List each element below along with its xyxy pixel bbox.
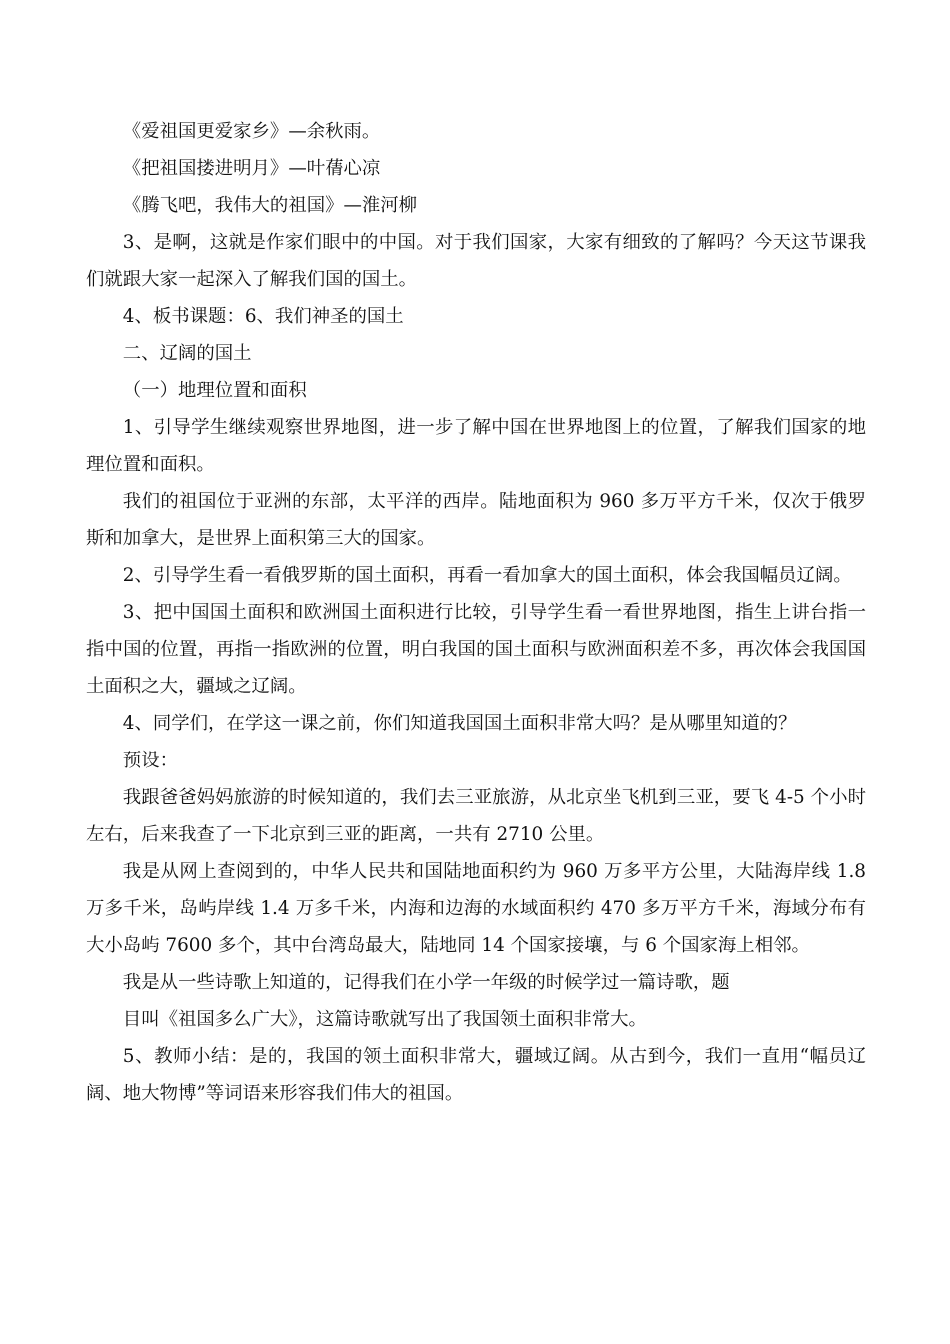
paragraph: 2、引导学生看一看俄罗斯的国土面积，再看一看加拿大的国土面积，体会我国幅员辽阔。	[122, 565, 852, 586]
paragraph: 4、同学们，在学这一课之前，你们知道我国国土面积非常大吗？是从哪里知道的？	[122, 713, 797, 734]
paragraph: 预设：	[122, 750, 178, 771]
paragraph: 《腾飞吧，我伟大的祖国》—淮河柳	[122, 195, 418, 216]
section-heading: 二、辽阔的国土	[122, 343, 252, 364]
paragraph: 《爱祖国更爱家乡》—余秋雨。	[122, 121, 381, 142]
paragraph: 我跟爸爸妈妈旅游的时候知道的，我们去三亚旅游，从北京坐飞机到三亚，要飞 4-5 个小时左右，后来我查了一下北京到三亚的距离，一共有 2710 公里。	[86, 787, 866, 845]
paragraph: 3、是啊，这就是作家们眼中的中国。对于我们国家，大家有细致的了解吗？今天这节课我们就跟大家一起深入了解我们国的国土。	[86, 232, 866, 290]
paragraph: 我是从网上查阅到的，中华人民共和国陆地面积约为 960 万多平方公里，大陆海岸线 1.8 万多千米，岛屿岸线 1.4 万多千米，内海和边海的水域面积约 470 多万平方千米，海域分布有大小岛屿 7600 多个，其中台湾岛最大，陆地同 14 个国家接壤，与 6 个国家海上相邻。	[86, 861, 866, 956]
document-body	[86, 113, 866, 1112]
paragraph: 我是从一些诗歌上知道的，记得我们在小学一年级的时候学过一篇诗歌，题	[122, 972, 730, 993]
paragraph: 3、把中国国土面积和欧洲国土面积进行比较，引导学生看一看世界地图，指生上讲台指一指中国的位置，再指一指欧洲的位置，明白我国的国土面积与欧洲面积差不多，再次体会我国国土面积之大，疆域之辽阔。	[86, 602, 866, 697]
subsection-heading: （一）地理位置和面积	[122, 380, 307, 401]
paragraph: 《把祖国搂进明月》—叶蒨心凉	[122, 158, 381, 179]
paragraph: 目叫《祖国多么广大》，这篇诗歌就写出了我国领土面积非常大。	[122, 1009, 647, 1030]
paragraph: 我们的祖国位于亚洲的东部，太平洋的西岸。陆地面积为 960 多万平方千米，仅次于俄罗斯和加拿大，是世界上面积第三大的国家。	[86, 491, 866, 549]
paragraph: 4、板书课题：6、我们神圣的国土	[122, 306, 404, 327]
paragraph: 5、教师小结：是的，我国的领土面积非常大，疆域辽阔。从古到今，我们一直用“幅员辽阔、地大物博”等词语来形容我们伟大的祖国。	[86, 1046, 866, 1104]
paragraph: 1、引导学生继续观察世界地图，进一步了解中国在世界地图上的位置，了解我们国家的地理位置和面积。	[86, 417, 866, 475]
